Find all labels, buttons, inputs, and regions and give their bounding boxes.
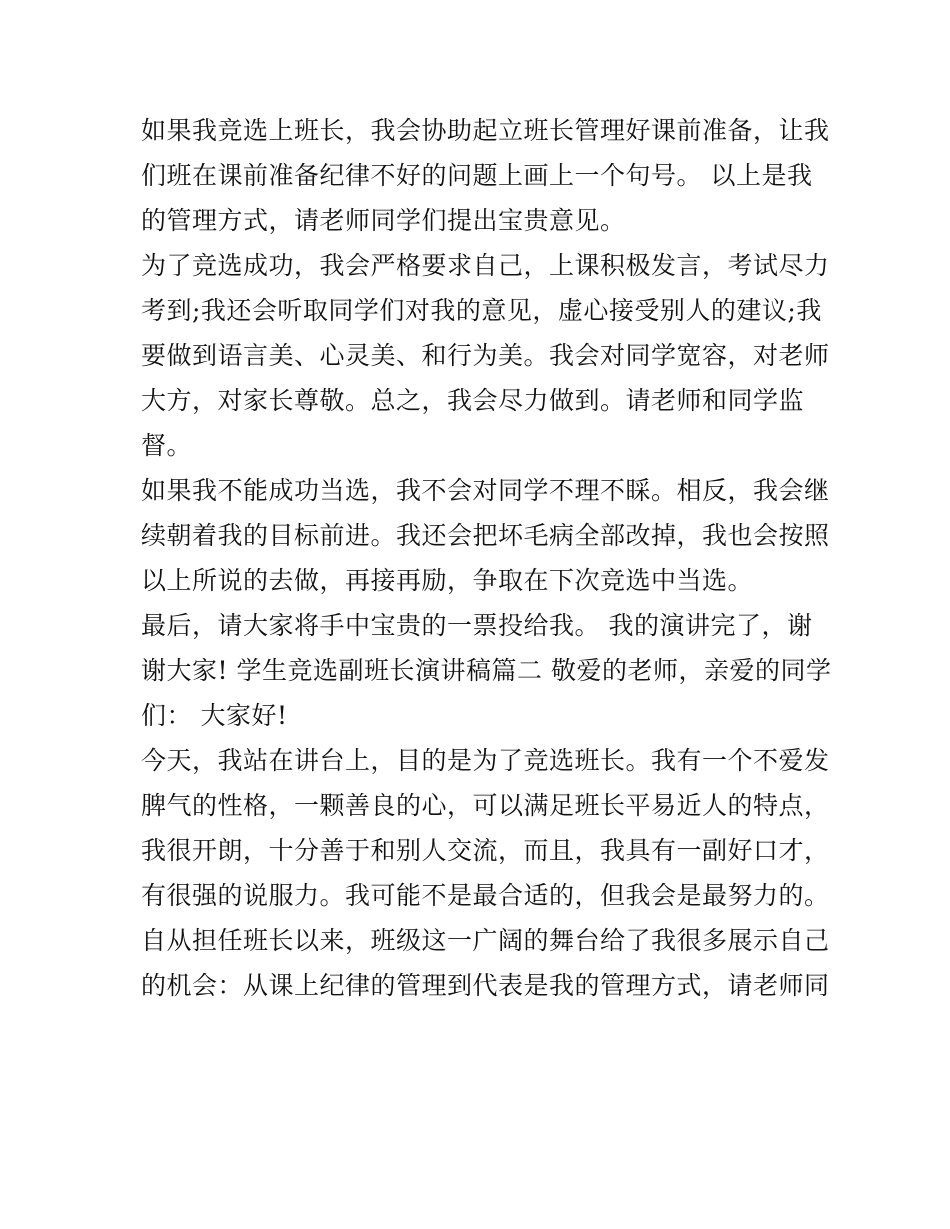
- text-line: 自从担任班长以来，班级这一广阔的舞台给了我很多展示自己: [141, 926, 830, 955]
- text-line: 的机会：从课上纪律的管理到代表是我的管理方式，请老师同: [141, 971, 830, 1000]
- text-line: 谢大家! 学生竞选副班长演讲稿篇二 敬爱的老师，亲爱的同学: [141, 656, 832, 685]
- text-line: 大方，对家长尊敬。总之，我会尽力做到。请老师和同学监: [141, 386, 805, 415]
- paragraph: [141, 738, 830, 1008]
- text-line: 如果我不能成功当选，我不会对同学不理不睬。相反，我会继: [141, 476, 830, 505]
- text-line: 们： 大家好!: [141, 701, 288, 730]
- text-line: 最后，请大家将手中宝贵的一票投给我。 我的演讲完了，谢: [141, 611, 813, 640]
- text-line: 要做到语言美、心灵美、和行为美。我会对同学宽容，对老师: [141, 341, 830, 370]
- text-line: 考到;我还会听取同学们对我的意见，虚心接受别人的建议;我: [141, 296, 822, 325]
- paragraph: [141, 243, 830, 468]
- text-line: 我很开朗，十分善于和别人交流，而且，我具有一副好口才，: [141, 836, 830, 865]
- text-line: 今天，我站在讲台上，目的是为了竞选班长。我有一个不爱发: [141, 746, 830, 775]
- text-line: 如果我竞选上班长，我会协助起立班长管理好课前准备，让我: [141, 116, 830, 145]
- document-body: [141, 108, 832, 1008]
- paragraph: [141, 603, 832, 738]
- text-line: 续朝着我的目标前进。我还会把坏毛病全部改掉，我也会按照: [141, 521, 830, 550]
- text-line: 脾气的性格，一颗善良的心，可以满足班长平易近人的特点，: [141, 791, 830, 820]
- text-line: 督。: [141, 431, 193, 460]
- text-line: 为了竞选成功，我会严格要求自己，上课积极发言，考试尽力: [141, 251, 830, 280]
- text-line: 以上所说的去做，再接再励，争取在下次竞选中当选。: [141, 566, 754, 595]
- paragraph: [141, 468, 830, 603]
- paragraph: [141, 108, 830, 243]
- text-line: 的管理方式，请老师同学们提出宝贵意见。: [141, 206, 626, 235]
- text-line: 们班在课前准备纪律不好的问题上画上一个句号。 以上是我: [141, 161, 813, 190]
- text-line: 有很强的说服力。我可能不是最合适的，但我会是最努力的。: [141, 881, 830, 910]
